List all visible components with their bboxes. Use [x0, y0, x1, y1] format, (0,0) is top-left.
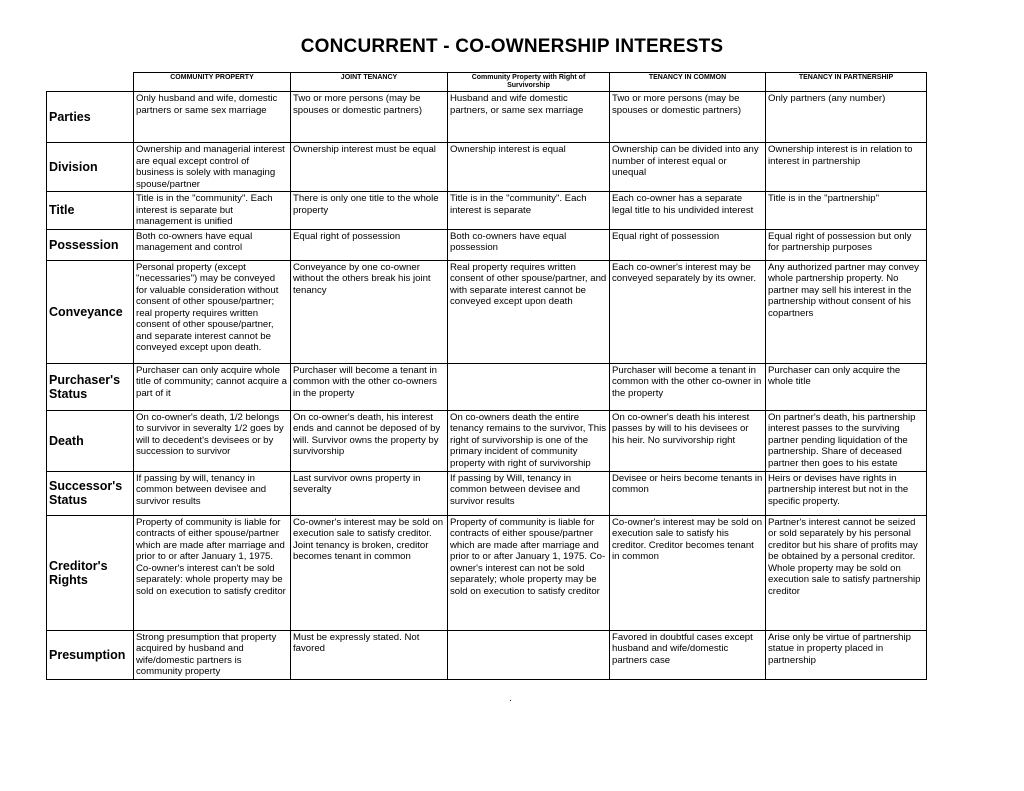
- table-cell: Ownership interest is equal: [448, 143, 610, 192]
- table-cell: Title is in the "community". Each interest is separate but management is unified: [134, 192, 291, 230]
- table-cell: Two or more persons (may be spouses or domestic partners): [291, 92, 448, 143]
- col-header-tenancy-in-partnership: TENANCY IN PARTNERSHIP: [766, 73, 927, 92]
- table-row: [47, 192, 927, 230]
- table-cell: Ownership can be divided into any number of interest equal or unequal: [610, 143, 766, 192]
- table-cell: On partner's death, his partnership interest passes to the surviving partner pending liquidation of the partnership. Share of deceased partner then goes to his estate: [766, 410, 927, 471]
- table-cell: Co-owner's interest may be sold on execution sale to satisfy his creditor. Creditor becomes tenant in common: [610, 515, 766, 630]
- table-cell: Equal right of possession: [610, 229, 766, 260]
- table-cell: Property of community is liable for contracts of either spouse/partner which are made after marriage and prior to or after January 1, 1975. Co-owner's interest can't be sold separately: whole property may be sold on execution to satisfy creditor: [134, 515, 291, 630]
- table-cell: Only husband and wife, domestic partners or same sex marriage: [134, 92, 291, 143]
- table-cell: Real property requires written consent of other spouse/partner, and with separate interest cannot be conveyed except upon death: [448, 260, 610, 363]
- row-header: Possession: [47, 229, 134, 260]
- table-cell: Favored in doubtful cases except husband and wife/domestic partners case: [610, 630, 766, 679]
- table-cell: Conveyance by one co-owner without the others break his joint tenancy: [291, 260, 448, 363]
- table-cell: Strong presumption that property acquired by husband and wife/domestic partners is community property: [134, 630, 291, 679]
- row-header: Division: [47, 143, 134, 192]
- table-cell: Purchaser can only acquire whole title of community; cannot acquire a part of it: [134, 363, 291, 410]
- table-cell: Ownership interest is in relation to interest in partnership: [766, 143, 927, 192]
- table-row: [47, 515, 927, 630]
- table-row: [47, 410, 927, 471]
- row-header: Creditor's Rights: [47, 515, 134, 630]
- co-ownership-table: [46, 72, 927, 680]
- table-cell: If passing by will, tenancy in common between devisee and survivor results: [134, 471, 291, 515]
- table-cell: Devisee or heirs become tenants in common: [610, 471, 766, 515]
- table-cell: Ownership interest must be equal: [291, 143, 448, 192]
- table-cell: Both co-owners have equal management and control: [134, 229, 291, 260]
- table-cell: There is only one title to the whole property: [291, 192, 448, 230]
- table-cell: Equal right of possession but only for partnership purposes: [766, 229, 927, 260]
- page-title: CONCURRENT - CO-OWNERSHIP INTERESTS: [300, 36, 724, 57]
- table-cell: Partner's interest cannot be seized or sold separately by his personal creditor but his share of profits may be obtained by a personal creditor. Whole property may be sold on execution sale to satisfy partnership creditor: [766, 515, 927, 630]
- row-header: Purchaser's Status: [47, 363, 134, 410]
- footer-mark: .: [509, 693, 512, 704]
- table-cell: Only partners (any number): [766, 92, 927, 143]
- table-cell: Title is in the "community". Each interest is separate: [448, 192, 610, 230]
- table-cell: [448, 363, 610, 410]
- table-cell: Personal property (except "necessaries") may be conveyed for valuable consideration without consent of other spouse/partner; real property requires written consent of other spouse/partner, and separate interest cannot be conveyed except upon death.: [134, 260, 291, 363]
- table-row: [47, 143, 927, 192]
- row-header: Conveyance: [47, 260, 134, 363]
- table-row: [47, 92, 927, 143]
- table-row: [47, 471, 927, 515]
- table-cell: On co-owner's death his interest passes by will to his devisees or his heir. No survivorship right: [610, 410, 766, 471]
- row-header: Presumption: [47, 630, 134, 679]
- col-header-community-property: COMMUNITY PROPERTY: [134, 73, 291, 92]
- table-cell: Co-owner's interest may be sold on execution sale to satisfy creditor. Joint tenancy is broken, creditor becomes tenant in common: [291, 515, 448, 630]
- table-row: [47, 229, 927, 260]
- table-cell: Two or more persons (may be spouses or domestic partners): [610, 92, 766, 143]
- table-cell: Arise only be virtue of partnership statue in property placed in partnership: [766, 630, 927, 679]
- table-cell: On co-owners death the entire tenancy remains to the survivor, This right of survivorship is one of the primary incident of community property with right of survivorship: [448, 410, 610, 471]
- table-cell: Ownership and managerial interest are equal except control of business is solely with managing spouse/partner: [134, 143, 291, 192]
- table-cell: Each co-owner's interest may be conveyed separately by its owner.: [610, 260, 766, 363]
- table-cell: On co-owner's death, his interest ends and cannot be deposed of by will. Survivor owns the property by survivorship: [291, 410, 448, 471]
- table-cell: Equal right of possession: [291, 229, 448, 260]
- col-header-tenancy-in-common: TENANCY IN COMMON: [610, 73, 766, 92]
- table-cell: Each co-owner has a separate legal title to his undivided interest: [610, 192, 766, 230]
- corner-cell: [47, 73, 134, 92]
- header-row: [47, 73, 927, 92]
- table-cell: Both co-owners have equal possession: [448, 229, 610, 260]
- table-cell: Property of community is liable for contracts of either spouse/partner which are made after marriage and prior to or after January 1, 1975. Co-owner's interest can not be sold separately; whole property may be sold on execution to satisfy creditor: [448, 515, 610, 630]
- table-row: [47, 363, 927, 410]
- table-row: [47, 630, 927, 679]
- table-cell: Last survivor owns property in severalty: [291, 471, 448, 515]
- row-header: Successor's Status: [47, 471, 134, 515]
- table-cell: If passing by Will, tenancy in common between devisee and survivor results: [448, 471, 610, 515]
- col-header-joint-tenancy: JOINT TENANCY: [291, 73, 448, 92]
- table-cell: Heirs or devises have rights in partnership interest but not in the specific property.: [766, 471, 927, 515]
- table-cell: On co-owner's death, 1/2 belongs to survivor in severalty 1/2 goes by will to decedent's devisees or by succession to survivor: [134, 410, 291, 471]
- row-header: Title: [47, 192, 134, 230]
- row-header: Parties: [47, 92, 134, 143]
- row-header: Death: [47, 410, 134, 471]
- table-row: [47, 260, 927, 363]
- table-cell: Any authorized partner may convey whole partnership property. No partner may sell his interest in the partnership without consent of his copartners: [766, 260, 927, 363]
- table-cell: Husband and wife domestic partners, or same sex marriage: [448, 92, 610, 143]
- table-cell: Purchaser will become a tenant in common with the other co-owner in the property: [610, 363, 766, 410]
- table-cell: Must be expressly stated. Not favored: [291, 630, 448, 679]
- table-cell: Purchaser will become a tenant in common with the other co-owners in the property: [291, 363, 448, 410]
- table-cell: Purchaser can only acquire the whole title: [766, 363, 927, 410]
- table-cell: [448, 630, 610, 679]
- table-cell: Title is in the "partnership": [766, 192, 927, 230]
- col-header-community-survivorship: Community Property with Right of Survivorship: [448, 73, 610, 92]
